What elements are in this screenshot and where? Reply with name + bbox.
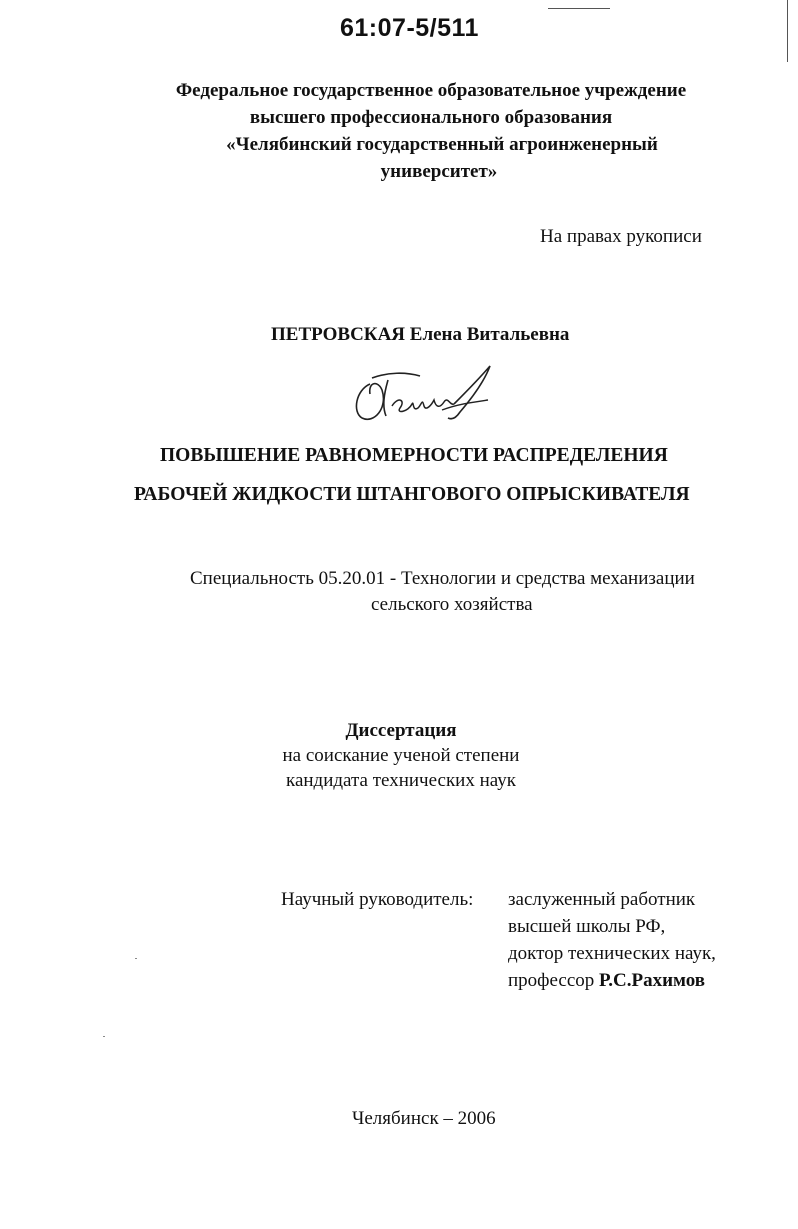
author-given-names: Елена Витальевна [409,324,570,345]
institution-line: высшего профессионального образования [249,107,613,128]
signature [348,360,498,428]
title-line: РАБОЧЕЙ ЖИДКОСТИ ШТАНГОВОГО ОПРЫСКИВАТЕЛЯ [134,484,690,505]
supervisor-rank: профессор [508,970,595,991]
work-type-line: кандидата технических наук [286,770,516,791]
scan-line [787,0,788,62]
catalog-number: 61:07-5/511 [340,14,479,42]
work-type-line: на соискание ученой степени [282,745,520,766]
scan-speck [135,958,137,959]
scan-line [548,8,610,9]
supervisor-name: Р.С.Рахимов [599,970,705,991]
supervisor-line: высшей школы РФ, [508,916,666,937]
work-type-block [0,718,798,793]
city-year: Челябинск – 2006 [352,1108,496,1129]
author-name [271,324,569,346]
supervisor-line: доктор технических наук, [508,943,716,964]
institution-line: университет» [380,161,498,182]
scan-speck [103,1036,105,1037]
institution-block [0,77,798,185]
specialty-line: Специальность 05.20.01 - Технологии и средства механизации [190,568,695,589]
rights-note: На правах рукописи [540,226,702,247]
author-surname: ПЕТРОВСКАЯ [271,324,406,345]
work-type-heading: Диссертация [345,720,457,741]
supervisor-line [508,967,716,994]
institution-line: Федеральное государственное образовательное учреждение [175,80,687,101]
specialty-line: сельского хозяйства [371,594,533,615]
supervisor-label: Научный руководитель: [281,889,474,910]
supervisor-line: заслуженный работник [508,889,696,910]
title-line: ПОВЫШЕНИЕ РАВНОМЕРНОСТИ РАСПРЕДЕЛЕНИЯ [160,445,668,466]
institution-line: «Челябинский государственный агроинженерный [226,134,658,155]
supervisor-details [508,886,716,994]
